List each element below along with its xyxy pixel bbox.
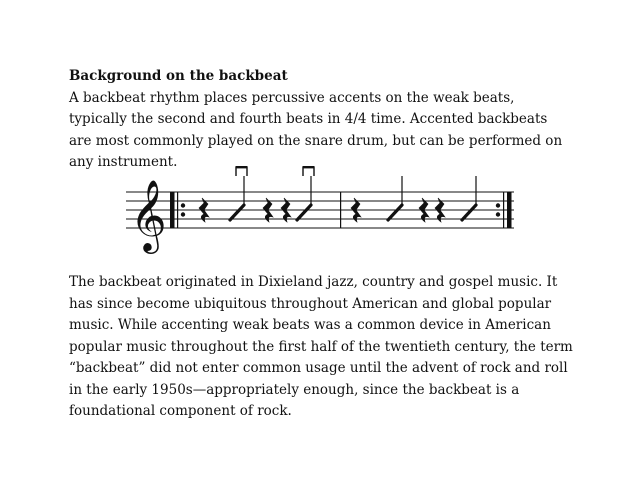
intro-paragraph: A backbeat rhythm places percussive accents on the weak beats, typically the second and fourth beats in 4/4 time. Accented backbeats are most commonly played on the snare drum, but can be performed on any instrument. [69,89,563,170]
slash-note [297,176,311,220]
history-paragraph: The backbeat originated in Dixieland jazz, country and gospel music. It has since become ubiquitous throughout American and global popular music. While accenting weak beats was a common device in American popular music throughout the first half of the twentieth century, the term “backbeat” did not enter common usage until the advent of rock and roll in the early 1950s—appropriately enough, since the backbeat is a foundational component of rock. [69,274,573,419]
staff-lines [126,192,514,228]
measure-2 [351,176,476,222]
slash-note [230,176,244,220]
section-heading: Background on the backbeat [69,68,288,84]
rhythm-notation [126,162,526,262]
history-section [69,272,574,423]
treble-clef-icon: 𝄞 [130,178,167,251]
slash-note [388,176,402,220]
slash-note [462,176,476,220]
barline [340,192,341,228]
measure-1 [199,166,314,222]
intro-section [69,66,574,174]
